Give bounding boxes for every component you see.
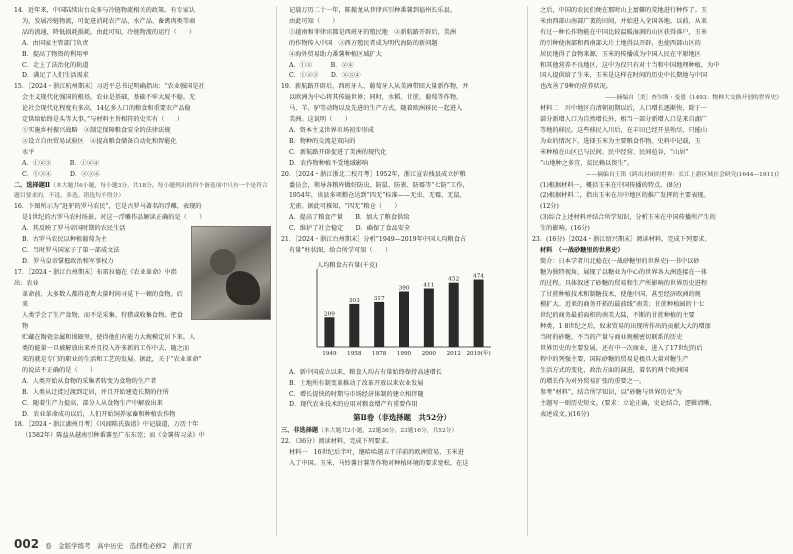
option: C．新航路开辟促进了美洲的现代化 — [289, 148, 387, 156]
text-line: 有量”柱状图，给合所学可知（ ） — [289, 246, 392, 254]
text-line: 革命前，大多数人都得花费大量时间寻觅下一顿的食物。后来 — [22, 290, 183, 309]
text-line: ①实施乡村振兴战略 ②制定保障粮食安全的法律法规 — [22, 126, 171, 134]
text-line: 米由西部山南部广袤的田间，并始进入全国各地。以前，从来 — [540, 17, 708, 25]
option: A．①② B．②④ — [289, 61, 354, 69]
text-line: 部分新增人口为自然增长外，相当一部分新增人口是来自湖广 — [540, 116, 708, 124]
section-note: （本大题共2小题，22题36分，23题16分，共52分） — [318, 428, 458, 435]
text-line: 简介：日本学者川北稔在(一战砂糖里的世界史)一书中以砂 — [540, 257, 700, 265]
option: D．罗马皇帝掌握政治和军事权力 — [22, 257, 114, 265]
option: B．人类从迁徙过渡到定居，并且开始建造长期的住所 — [22, 388, 169, 396]
text-line: 生活方式的变化，政治方面的演进，着名的两个欧洲国 — [540, 366, 689, 374]
option: D．现代农业技术的应用对粮食增产有重要作用 — [289, 401, 418, 409]
chart-bar — [324, 317, 334, 347]
option: A．资本主义世界市场初步形成 — [289, 126, 374, 134]
chart-bar — [474, 279, 484, 346]
text-line: “山地种之多宜，贫民赖以资生”。 — [540, 159, 633, 167]
option: B．提高了物资的利用率 — [22, 50, 89, 58]
option: A．①②③ B．①②④ — [22, 159, 100, 167]
requirement: 主题写一则历史短文。(要求：立论正确，史论结合，逻辑清晰， — [540, 399, 716, 407]
text-line: 等地的移民。这些移民入川后，在丰田已经开垦殆尽，只能山 — [540, 126, 708, 134]
text-line: 是1世纪的古罗马农村场景。对这一浮雕作品解读正确的是（ ） — [22, 214, 206, 222]
text-line: 17．［2024・浙江台州期末］布雷拉德在《农业革命》中指出：农业 — [14, 268, 177, 287]
section-heading: 二、选择题Ⅱ — [14, 181, 51, 189]
text-line: 米种植在山区已与民间、民中经营、民间苞谷，“山居” — [540, 148, 689, 156]
column-middle — [281, 6, 523, 470]
text-line: ③设立自由贸易试验区 ④提高粮食储备自动化和智能化 — [22, 137, 177, 145]
text-line: 马、羊、驴等动物以及先进的生产方式，随着欧洲移民一起进入 — [289, 105, 463, 113]
bar-value-label: 317 — [373, 295, 385, 302]
text-line: 来的就是专门的职业的生活和工艺的发展。据此，关于“农业革命” — [22, 356, 202, 363]
x-tick-label: 1990 — [396, 350, 412, 357]
chart-bar — [374, 302, 384, 347]
option: D．农业革命成功以后，人们开始饲养家畜和种植农作物 — [22, 410, 176, 418]
question-heading: 22．（36分）阅读材料，完成下列要求。 — [281, 438, 393, 446]
bar-value-label: 411 — [423, 282, 435, 289]
figure-shape — [226, 271, 260, 305]
text-line: 为，发展冷链物流，可促进消耗农产品、水产品、畜禽肉类等商 — [22, 17, 196, 25]
text-line: ①越南和菲律宾都是西班牙的殖民地 ②新航路开辟后，美洲 — [289, 28, 457, 36]
option: C．维护了社会稳定 D．确保了食品安全 — [289, 225, 411, 233]
option: D．农作物种植不受地域影响 — [289, 159, 369, 167]
text-line: 人类学会了生产食物，而不是采集、狩猎或收集食物。把食物 — [22, 312, 183, 331]
chart-title: 人均粮食占有量(千克) — [317, 261, 378, 269]
text-line: 材料一 16世纪后半叶，继哈哈越五干洋前的欧洲贸易，玉米进 — [289, 449, 464, 457]
text-line: 的增长作为对外贸易扩张的重要之一。 — [540, 377, 646, 385]
requirement: (12分) — [540, 203, 559, 211]
text-line: 居民地得了食物来源，玉米的传播成为中国人民在平原地区 — [540, 50, 701, 58]
text-line: 20．［2024・浙江浙北二校月考］1952年，浙江宣农栈县成立护粮 — [281, 170, 466, 178]
x-tick-label: 1978 — [372, 350, 387, 357]
text-line: 程中的列强主要，国际砂糖的贸易是极具大量对糖生产 — [540, 356, 689, 363]
option: A．其反映了罗马帝国时期的农民生活 — [22, 225, 126, 233]
text-line: 19．新航路开辟后，西班牙人、葡萄牙人从美洲带回大量新作物，并 — [281, 83, 469, 91]
option: A．人类开始从食物的采集者转变为食物的生产者 — [22, 377, 157, 385]
text-line: 1954年，该县多项粮仓达到“四无”标准——无虫、无霉、无鼠、 — [289, 192, 466, 200]
text-line: 无雀。据此可推知，“四无”粮仓（ ） — [289, 203, 401, 211]
text-line: （1582年）陈益从越南引种番薯至广东东莞；而《金薯传习录》中 — [22, 432, 205, 440]
text-line: 世界历史的主要发展。还有中一次商业，进入了17世纪的后 — [540, 345, 703, 353]
page-number: 002 — [14, 537, 40, 551]
text-line: 世纪的商务最前面积的南美大陆，不断的甘蔗种植的主要 — [540, 312, 695, 320]
option: C．①③④ D．②③④ — [22, 170, 100, 178]
text-line: 当时的砂糖，不当的产量与商业规模密切联系的历史 — [540, 334, 683, 342]
text-line: 有过一种长作物能在中国比较温暖湿润的山区获得落户，玉米 — [540, 28, 708, 36]
option: C．随着生产力提高，部分人从食物生产中解放出来 — [22, 399, 163, 407]
text-line: 贮藏在陶瓷金属和围圈里，使得他们有能力大规模定居下来。人 — [22, 334, 196, 342]
option: B．土地所有制变革推动了改革开放以来农业发展 — [289, 379, 424, 387]
option: B．古罗马农民以种植葡萄为主 — [22, 236, 107, 244]
text-line: 以欧洲为中心将其传遍世界；同时，水稻、甘蔗、葡萄等作物、 — [289, 94, 463, 102]
text-line: 记载万历二十一年，陈振龙从菲律宾引种番薯到福州长乐县。 — [289, 7, 457, 14]
x-tick-label: 1958 — [347, 350, 362, 357]
text-line: 品的流通，降低损耗损耗。由此可知，冷链物流的运行（ ） — [22, 28, 196, 36]
bar-value-label: 474 — [473, 273, 485, 280]
column-divider — [527, 6, 528, 536]
option: C．增长提快的时期与市场经济体制的建立相伴随 — [289, 390, 424, 398]
text-line: 材料二 川中地区自清朝初期以后，人口增长逐渐快，除于一 — [540, 105, 708, 113]
bar-value-label: 303 — [348, 297, 360, 304]
figure-shape — [210, 249, 236, 275]
text-line: 会主义现代化强国的根基。农业是基础，基础不牢大厦不稳。无 — [22, 94, 196, 102]
option: C．①②③ D．②③④ — [289, 72, 361, 80]
chart-bar — [424, 288, 434, 346]
option: A．新中国成立以来，粮食人均占有量始终保持高速增长 — [289, 368, 442, 376]
requirement: (3)综合上述材料并结合所学知识，分析玉米在中国传播所产生的 — [540, 214, 716, 222]
text-line: 论社会现代化程度有多高，14亿多人口的粮食和重要农产品稳 — [22, 105, 191, 113]
text-line: 入了中国。玉米、马铃薯甘薯等作物对种植环境的要求宽松，在这 — [289, 460, 469, 467]
text-line: 了甘蔗种植技术和制糖技术，使他中国、甚至经济欧洲的规 — [540, 290, 701, 298]
text-line: 的作物传入中国 ③西方殖民者成为明代海防的新问题 — [289, 39, 438, 47]
page-footer — [14, 537, 192, 551]
chart-bar — [449, 283, 459, 347]
requirement: 表述成文。)(16分) — [540, 410, 590, 418]
x-tick-label: 2012 — [446, 350, 461, 357]
bar-value-label: 452 — [448, 276, 460, 283]
relief-sculpture-image — [191, 226, 271, 320]
x-tick-label: 2019(年) — [466, 350, 491, 357]
chart-bar — [349, 304, 359, 347]
text-line: 21．［2024・浙江台州期末］分析“1949—2019年中国人均粮食占 — [281, 236, 467, 244]
q14-15-block — [14, 6, 271, 181]
text-line: 定供给始终是头等大事。”与材料主旨相符的史实有（ ） — [22, 116, 183, 124]
text-line: 模扩大。近来的商务开拓的最前线”南美；甘蔗种植园的十七 — [540, 301, 705, 309]
x-tick-label: 1949 — [322, 350, 337, 357]
text-line: 也改善了9种的营养状况。 — [540, 83, 612, 91]
column-divider — [276, 6, 277, 536]
footer-text: 卷 金版学练考 高中历史 选择性必修2 浙江省 — [45, 542, 193, 550]
section-heading: 三、非选择题 — [281, 427, 319, 435]
text-line: 类的能量一旦被解放出来并且投入许多新的工作中去，随之而 — [22, 345, 190, 353]
text-line: 委员会，领导各粮库做好防虫、防鼠、防雀、防霉等“七防”工作， — [289, 181, 469, 189]
option: A．由国家主管部门负责 — [22, 39, 89, 47]
material-title: 材料 （一战砂糖里的世界史） — [540, 246, 624, 254]
option: C．走上了法治化的轨道 — [22, 61, 89, 69]
source-citation: ——摘编自王笛《跨出封闭的世界：长江上游区域社会研究(1644—1911)》 — [585, 171, 782, 178]
bar-value-label: 209 — [323, 311, 335, 318]
grain-per-capita-chart — [299, 259, 499, 363]
text-line: 16．下图所示为“赶驴的罗马农民”，它是古罗马著名的浮雕，表现的 — [14, 203, 202, 211]
source-citation: ——摘编自［美］查尔斯・曼恩《1493：物种大交换开创的世界史》 — [604, 95, 782, 102]
column-left — [14, 6, 271, 442]
option: D．满足了人们生活需求 — [22, 72, 89, 80]
text-line: 的引种使南部和西南部大片土地得以开辟，也使西部山区的 — [540, 39, 701, 47]
section-note: （本大题共6小题，每小题3分，共18分。每小题列出的四个备选项中只有一个是符合题目要求的，不选、多选、错选均不得分） — [14, 182, 268, 200]
text-line: 国人提供给了生米，玉米是这样在时间的历史中长期地与中国 — [540, 72, 708, 80]
text-line: 之后，中国的农民们便在那时山上富僻的荒地进行种作了。玉 — [540, 7, 708, 14]
requirement: (1)根据材料一，概括玉米在中国传播的特点。(8分) — [540, 181, 682, 189]
text-line: 的过程。具体叙述了砂糖的贸易和生产所影响的世界历史进程 — [540, 279, 708, 287]
requirement: 生的影响。(16分) — [540, 225, 590, 233]
requirement: 参考“材料”，结合所学知识，以"砂糖与世界历史"为 — [540, 388, 682, 396]
chart-bar — [399, 291, 409, 347]
text-line: 14．近年来，中国陆续出台众多与冷链物流相关的政策。有专家认 — [14, 7, 196, 14]
text-line: 的说法不正确的是（ ） — [22, 366, 97, 374]
x-tick-label: 2000 — [421, 350, 436, 357]
part-two-title: 第Ⅱ卷（非选择题 共52分） — [353, 413, 451, 423]
text-line: 由此可知（ ） — [289, 17, 339, 25]
text-line: 糖为独特视角，展现了以糖业为中心的世界各大洲连接在一体 — [540, 268, 708, 276]
column-right — [532, 6, 782, 420]
option: B．物种的交流是双向的 — [289, 137, 356, 145]
text-line: 为业的情况下，选择玉米为主要粮食作物。史料中记载，玉 — [540, 137, 701, 145]
text-line: ④海外贸易助力番薯种植区域扩大 — [289, 50, 382, 58]
text-line: 15．［2024・浙江杭州期末］习近平总书记明确指出：“农业强国是社 — [14, 83, 205, 91]
option: C．当时罗马国家子了第一部成文法 — [22, 246, 120, 254]
text-line: 美洲。这说明（ ） — [289, 116, 351, 124]
bar-value-label: 390 — [398, 285, 410, 292]
requirement: (2)根据材料二，指出玉米在川中地区的推广发挥的主要表现。 — [540, 192, 710, 200]
question-heading: 23．(16分)［2024・浙江绍兴期末］阅读材料，完成下列要求。 — [532, 236, 711, 244]
text-line: 18．［2024・浙江湖州月考］《风闻陈氏族谱》中记载道，万历十年 — [14, 421, 199, 429]
text-line: 水平 — [22, 148, 35, 156]
option: A．提高了粮食产量 B．加大了粮食供给 — [289, 214, 410, 222]
text-line: 和其他营养不良地区，这中为仅只有对十当和中国地理种植，为中 — [540, 61, 720, 69]
text-line: 种类，1 8世纪之后，奴隶贸易的出现所作出的贡献大大的增加 — [540, 323, 711, 331]
